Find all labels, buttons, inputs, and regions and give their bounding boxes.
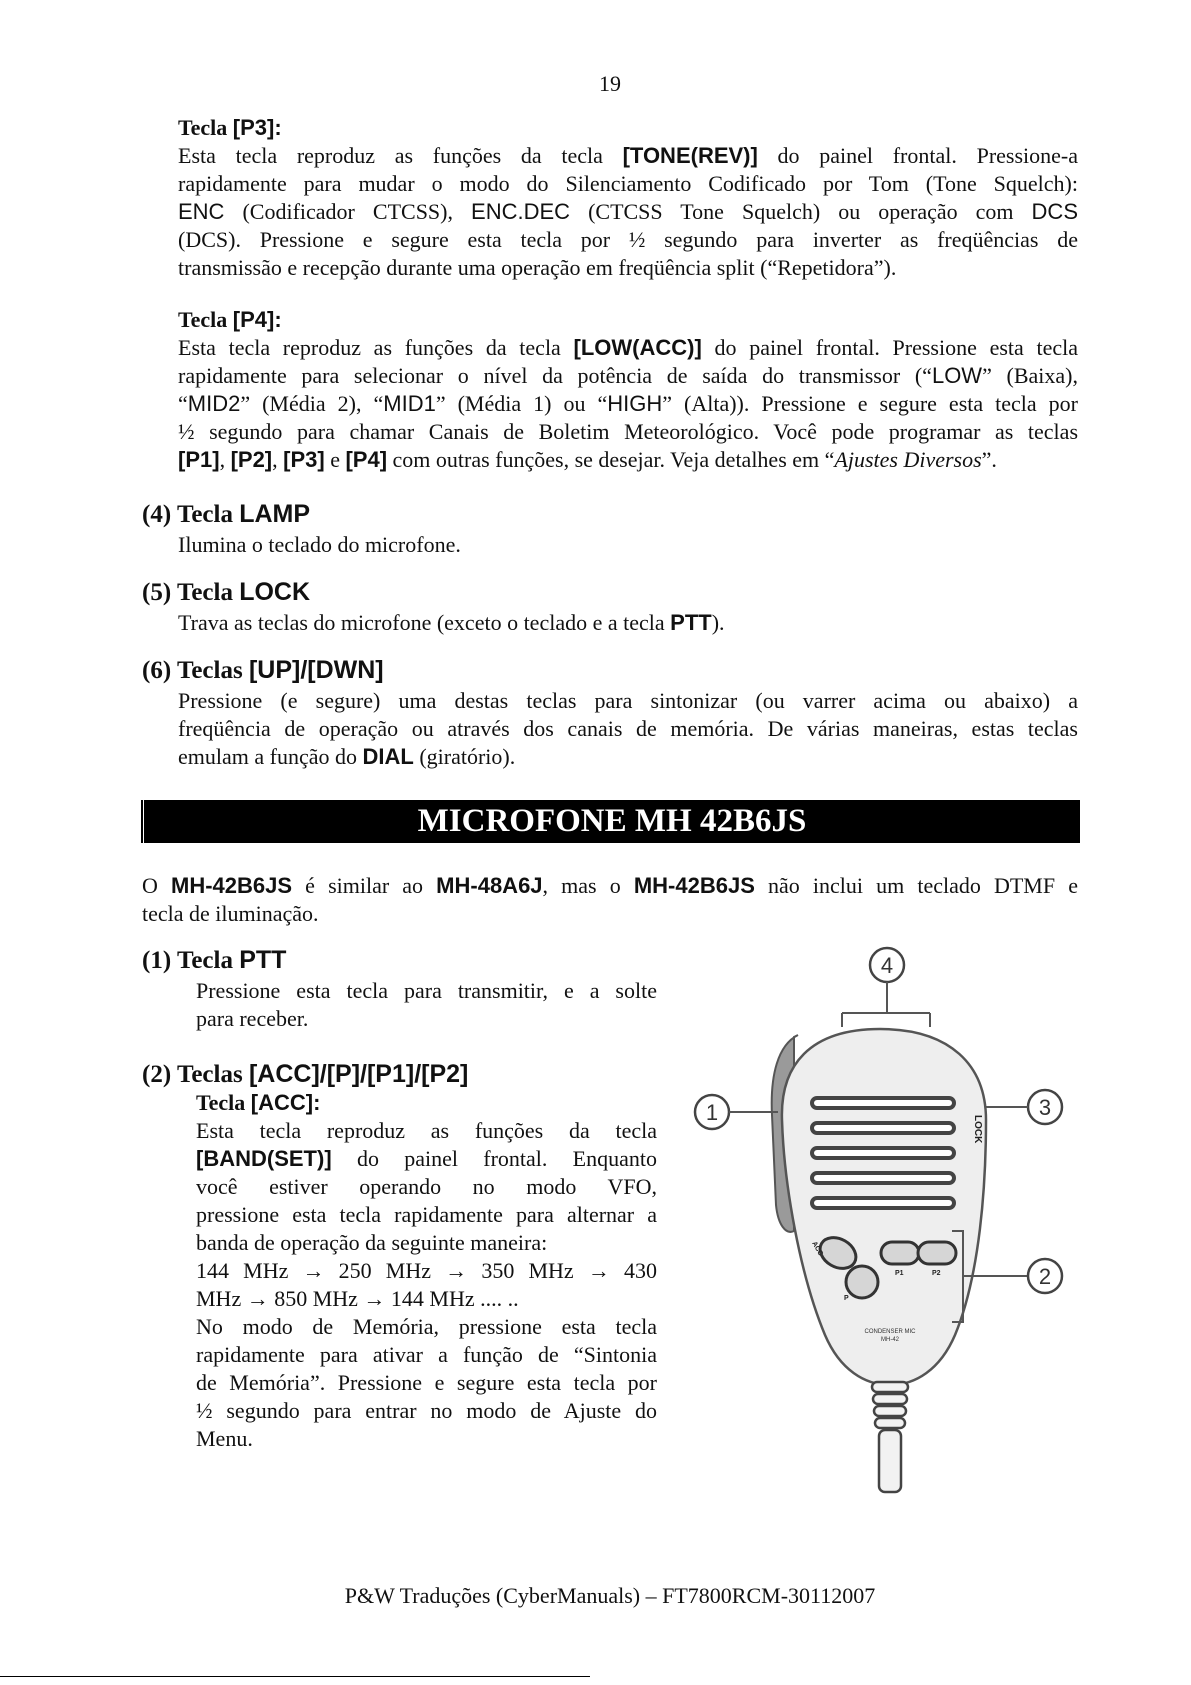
acc-subheading: [196, 1089, 657, 1117]
acc-body: [196, 1089, 657, 1453]
p4-line-1: [178, 334, 1078, 362]
p3-l1a: Esta tecla reproduz as funções da tecla: [178, 143, 623, 168]
p4-line-3: [178, 390, 1078, 418]
updwn-heading: [142, 656, 1078, 685]
p4-line-4: ½ segundo para chamar Canais de Boletim Meteorológico. Você pode programar as teclas: [178, 419, 1078, 444]
intro-model-1: MH-42B6JS: [171, 873, 293, 898]
acc-l2b: do painel frontal. Enquanto: [331, 1146, 657, 1171]
p3-line-5: transmissão e recepção durante uma operação em freqüência split (“Repetidora”).: [178, 255, 897, 280]
p4-l5a: com outras funções, se desejar. Veja detalhes em “: [387, 447, 835, 472]
key-p-label: P: [844, 1295, 849, 1302]
intro-model-2: MH-48A6J: [436, 873, 543, 898]
p4-l5-sep1: ,: [219, 447, 231, 472]
acc-line-2: [196, 1145, 657, 1173]
p4-heading-key: [P4]:: [232, 307, 282, 332]
grille-slot-4: [812, 1173, 954, 1183]
lock-heading-key: LOCK: [239, 578, 311, 606]
section-banner: MICROFONE MH 42B6JS: [140, 800, 1080, 843]
updwn-l3a: emulam a função do: [178, 744, 363, 769]
p4-l3a: “: [178, 391, 188, 416]
ptt-heading: [142, 946, 657, 975]
acc-line-4: pressione esta tecla rapidamente para alternar a: [196, 1202, 657, 1227]
p3-l3-key2: ENC.DEC: [471, 199, 571, 224]
acc-heading: [142, 1060, 657, 1089]
ptt-line-2: para receber.: [196, 1006, 309, 1031]
ptt-heading-key: PTT: [239, 946, 287, 974]
acc-heading-key: [ACC]/[P]/[P1]/[P2]: [248, 1060, 469, 1088]
key-p1: [881, 1242, 919, 1264]
callout-2: 2: [1038, 1264, 1052, 1289]
grille-slot-1: [812, 1098, 954, 1108]
p4-l2a: rapidamente para selecionar o nível da potência de saída do transmissor (“: [178, 363, 932, 388]
mic-label-1: CONDENSER MIC: [864, 1329, 916, 1335]
p4-l1-key: [LOW(ACC)]: [573, 335, 702, 360]
acc-line-11: ½ segundo para entrar no modo de Ajuste do: [196, 1398, 657, 1423]
p4-l2-key: LOW: [931, 363, 983, 388]
section-lock: [142, 578, 1082, 637]
section-ptt: [142, 946, 657, 1033]
p4-l3-key2: MID1: [383, 391, 436, 416]
p4-l3-key1: MID2: [187, 391, 241, 416]
lock-heading: [142, 578, 1082, 607]
key-p2-label: P2: [932, 1270, 941, 1277]
p3-l1b: do painel frontal. Pressione-a: [757, 143, 1078, 168]
grille-slot-5: [812, 1198, 954, 1208]
lamp-heading-key: LAMP: [239, 500, 311, 528]
p4-l5-sep2: ,: [272, 447, 284, 472]
acc-line-3: você estiver operando no modo VFO,: [196, 1174, 657, 1199]
lock-body: [178, 609, 1082, 637]
p4-l5b: ”.: [981, 447, 997, 472]
p4-l2b: ” (Baixa),: [982, 363, 1078, 388]
acc-sub-prefix: Tecla: [196, 1090, 251, 1115]
ptt-heading-prefix: (1) Tecla: [142, 947, 240, 974]
lamp-body: Ilumina o teclado do microfone.: [178, 532, 461, 557]
intro-a: O: [142, 873, 172, 898]
p3-line-2: rapidamente para mudar o modo do Silenciamento Codificado por Tom (Tone Squelch):: [178, 171, 1078, 196]
p4-line-2: [178, 362, 1078, 390]
p4-l1a: Esta tecla reproduz as funções da tecla: [178, 335, 574, 360]
intro-b: é similar ao: [292, 873, 437, 898]
p4-l1b: do painel frontal. Pressione esta tecla: [701, 335, 1078, 360]
p3-heading-prefix: Tecla: [178, 115, 233, 140]
lock-body-b: ).: [711, 610, 725, 635]
updwn-l3b: (giratório).: [413, 744, 516, 769]
section-lamp: [142, 500, 1082, 559]
updwn-heading-prefix: (6) Teclas: [142, 657, 249, 684]
lamp-heading: [142, 500, 1082, 529]
intro-line-1: [142, 872, 1078, 900]
acc-line-12: Menu.: [196, 1426, 253, 1451]
updwn-line-3: [178, 743, 1078, 771]
p3-line-4: (DCS). Pressione e segure esta tecla por ½ segundo para inverter as freqüências de: [178, 227, 1078, 252]
microphone-illustration: [690, 945, 1070, 1500]
ptt-body: [196, 977, 657, 1033]
updwn-body: [178, 687, 1078, 771]
intro-c: , mas o: [542, 873, 634, 898]
p4-l5-key3: [P3]: [283, 447, 325, 472]
acc-line-1: Esta tecla reproduz as funções da tecla: [196, 1118, 657, 1143]
p4-l5-sep3: e: [324, 447, 346, 472]
ptt-line-1: Pressione esta tecla para transmitir, e a solte: [196, 978, 657, 1003]
grille-slot-3: [812, 1148, 954, 1158]
intro-line-2: tecla de iluminação.: [142, 901, 319, 926]
p3-heading-key: [P3]:: [232, 115, 282, 140]
p4-line-5: [178, 446, 1078, 474]
p4-heading: [178, 306, 1078, 334]
p4-l5-key4: [P4]: [345, 447, 388, 472]
p3-l3-key3: DCS: [1031, 199, 1078, 224]
p3-l3-key1: ENC: [178, 199, 225, 224]
p3-line-3: [178, 198, 1078, 226]
callout-3: 3: [1038, 1095, 1052, 1120]
p3-line-1: [178, 142, 1078, 170]
bottom-rule: [0, 1676, 590, 1677]
lamp-heading-prefix: (4) Tecla: [142, 501, 240, 528]
intro-paragraph: [142, 872, 1078, 928]
updwn-heading-key: [UP]/[DWN]: [248, 656, 384, 684]
key-p: [846, 1266, 878, 1298]
acc-line-6: 144 MHz → 250 MHz → 350 MHz → 430: [196, 1258, 657, 1283]
p4-heading-prefix: Tecla: [178, 307, 233, 332]
cord-strain-relief: [872, 1382, 908, 1428]
page-footer: P&W Traduções (CyberManuals) – FT7800RCM-30112007: [344, 1583, 876, 1608]
acc-line-10: de Memória”. Pressione e segure esta tecla por: [196, 1370, 657, 1395]
acc-heading-prefix: (2) Teclas: [142, 1061, 249, 1088]
page-number: 19: [599, 71, 621, 96]
intro-model-3: MH-42B6JS: [633, 873, 755, 898]
acc-sub-key: [ACC]:: [250, 1090, 321, 1115]
p3-heading: [178, 114, 1078, 142]
lock-switch-label: LOCK: [972, 1115, 983, 1144]
lock-heading-prefix: (5) Tecla: [142, 579, 240, 606]
acc-l2-key: [BAND(SET)]: [196, 1146, 332, 1171]
acc-line-9: rapidamente para ativar a função de “Sintonia: [196, 1342, 657, 1367]
updwn-line-1: Pressione (e segure) uma destas teclas para sintonizar (ou varrer acima ou abaixo) a: [178, 688, 1078, 713]
mic-label-2: MH-42: [880, 1337, 900, 1343]
lock-body-a: Trava as teclas do microfone (exceto o teclado e a tecla: [178, 610, 671, 635]
lock-body-key: PTT: [670, 610, 712, 635]
acc-line-5: banda de operação da seguinte maneira:: [196, 1230, 548, 1255]
p3-l1-key: [TONE(REV)]: [622, 143, 758, 168]
key-p1-label: P1: [895, 1270, 904, 1277]
section-p4: [178, 306, 1078, 474]
updwn-line-2: freqüência de operação ou através dos canais de memória. De várias maneiras, estas teclas: [178, 716, 1078, 741]
p4-l3d: ” (Alta)). Pressione e segure esta tecla por: [662, 391, 1078, 416]
mic-cord: [879, 1430, 901, 1492]
p4-l5-italic: Ajustes Diversos: [834, 447, 982, 472]
p3-l3a: (Codificador CTCSS),: [224, 199, 472, 224]
key-acc-label: ACC: [810, 1240, 824, 1258]
callout-4: 4: [880, 953, 894, 978]
callout-1: 1: [705, 1100, 719, 1125]
p4-l5-key1: [P1]: [178, 447, 220, 472]
p4-l3-key3: HIGH: [607, 391, 663, 416]
acc-line-7: MHz → 850 MHz → 144 MHz .... ..: [196, 1286, 519, 1311]
p4-l3c: ” (Média 1) ou “: [435, 391, 608, 416]
p4-l5-key2: [P2]: [230, 447, 273, 472]
section-p3: [178, 114, 1078, 282]
intro-d: não inclui um teclado DTMF e: [754, 873, 1078, 898]
p4-l3b: ” (Média 2), “: [240, 391, 384, 416]
updwn-l3-key: DIAL: [362, 744, 414, 769]
grille-slot-2: [812, 1123, 954, 1133]
section-acc: [142, 1060, 657, 1453]
acc-line-8: No modo de Memória, pressione esta tecla: [196, 1314, 657, 1339]
p3-l3b: (CTCSS Tone Squelch) ou operação com: [570, 199, 1032, 224]
section-updwn: [142, 656, 1078, 771]
key-p2: [918, 1242, 956, 1264]
